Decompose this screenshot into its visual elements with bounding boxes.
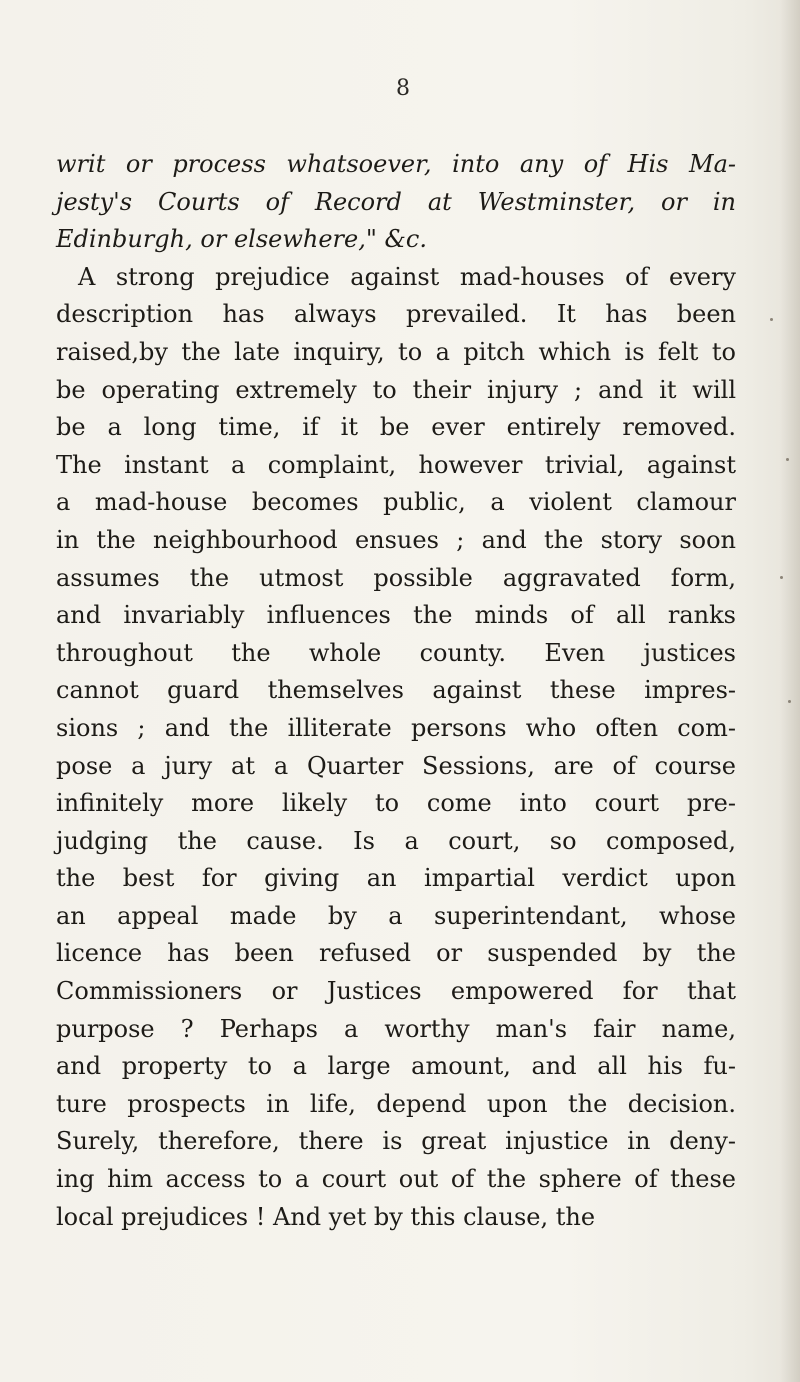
- paper-speck: [786, 458, 789, 461]
- text-line: ing him access to a court out of the sphere of these: [56, 1165, 736, 1194]
- text-line: licence has been refused or suspended by the: [56, 939, 736, 968]
- text-line: and property to a large amount, and all his fu-: [56, 1052, 736, 1081]
- text-line: Surely, therefore, there is great injustice in deny-: [56, 1127, 736, 1156]
- text-line: raised,by the late inquiry, to a pitch which is felt to: [56, 337, 736, 366]
- paper-speck: [788, 700, 791, 703]
- page-edge-shadow: [780, 0, 800, 1382]
- text-line-quote: jesty's Courts of Record at Westminster, or in: [56, 187, 736, 216]
- text-line: the best for giving an impartial verdict upon: [56, 864, 736, 893]
- text-line: description has always prevailed. It has been: [56, 300, 736, 329]
- text-line: assumes the utmost possible aggravated form,: [56, 563, 736, 592]
- page-number: 8: [396, 76, 410, 101]
- text-line: local prejudices ! And yet by this clause, the: [56, 1202, 596, 1231]
- paper-speck: [780, 576, 783, 579]
- text-line: pose a jury at a Quarter Sessions, are of course: [56, 751, 736, 780]
- text-line-quote: Edinburgh, or elsewhere," &c.: [56, 225, 427, 254]
- text-line: Commissioners or Justices empowered for that: [56, 977, 736, 1006]
- text-line: ture prospects in life, depend upon the decision.: [56, 1089, 736, 1118]
- text-line: purpose ? Perhaps a worthy man's fair name,: [56, 1014, 736, 1043]
- text-line-quote: writ or process whatsoever, into any of His Ma-: [56, 150, 736, 178]
- body-text: [56, 146, 736, 1236]
- text-line: cannot guard themselves against these impres-: [56, 676, 736, 705]
- text-line: and invariably influences the minds of all ranks: [56, 601, 736, 630]
- paper-speck: [770, 318, 773, 321]
- text-line: infinitely more likely to come into court pre-: [56, 789, 736, 818]
- text-line: be a long time, if it be ever entirely removed.: [56, 413, 736, 442]
- text-line: sions ; and the illiterate persons who often com-: [56, 713, 736, 742]
- text-line: an appeal made by a superintendant, whose: [56, 901, 736, 930]
- text-line: in the neighbourhood ensues ; and the story soon: [56, 525, 736, 554]
- text-line: The instant a complaint, however trivial, against: [56, 450, 736, 479]
- text-line: throughout the whole county. Even justices: [56, 638, 736, 667]
- text-line: a mad-house becomes public, a violent clamour: [56, 488, 736, 517]
- text-line: be operating extremely to their injury ; and it will: [56, 375, 736, 404]
- text-line: judging the cause. Is a court, so composed,: [56, 826, 736, 855]
- text-line: A strong prejudice against mad-houses of every: [78, 262, 736, 291]
